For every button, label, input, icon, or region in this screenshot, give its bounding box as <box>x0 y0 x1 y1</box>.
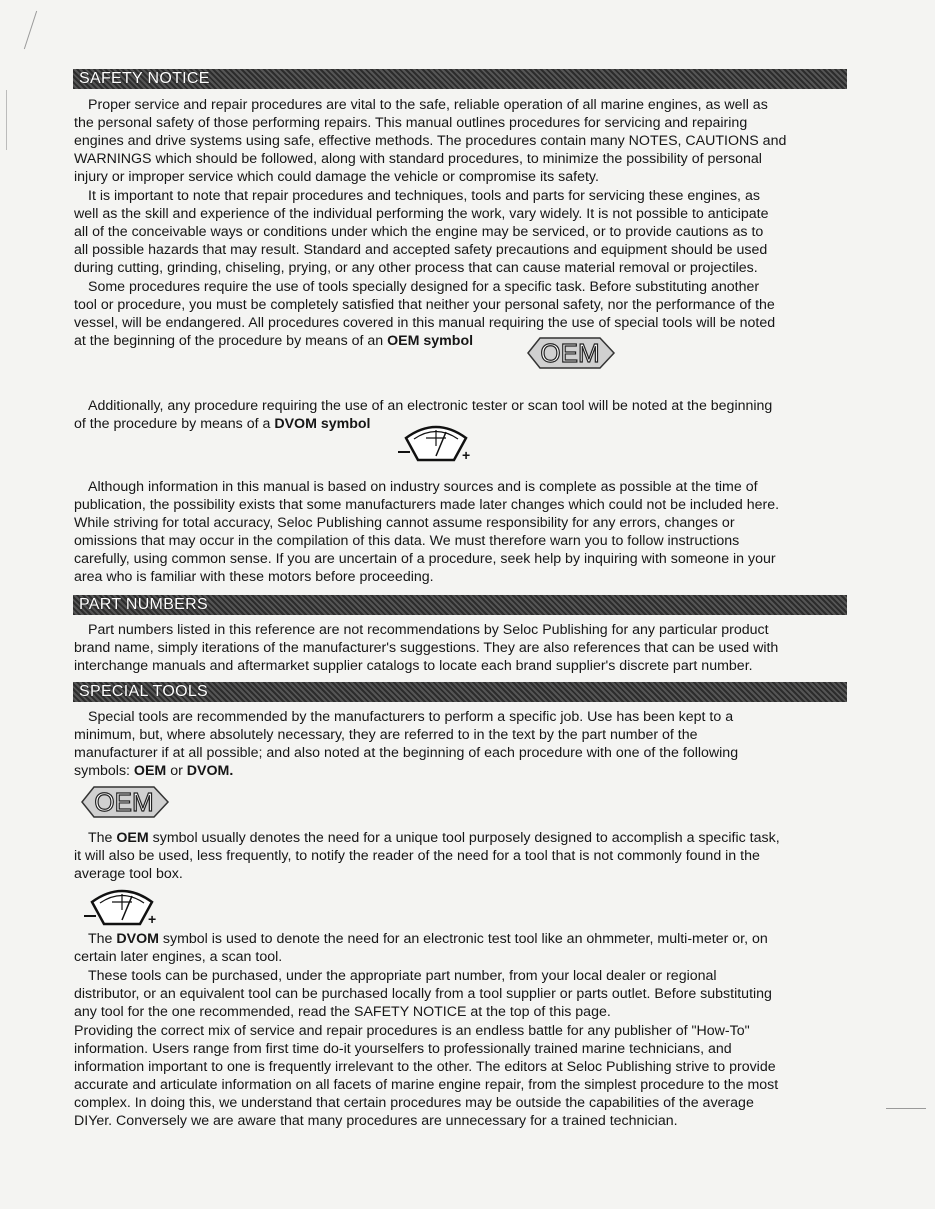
text-line <box>74 762 850 780</box>
scan-mark <box>6 90 7 150</box>
text-line: any tool for the one recommended, read the SAFETY NOTICE at the top of this page. <box>74 1004 611 1021</box>
text-line: Providing the correct mix of service and repair procedures is an endless battle for any publisher of "How-To" <box>74 1023 750 1039</box>
text-line: While striving for total accuracy, Seloc Publishing cannot assume responsibility for any errors, changes or <box>74 515 735 532</box>
text-line: omissions that may occur in the compilation of this data. We must therefore warn you to follow instructions <box>74 533 740 550</box>
section-bar-special-tools <box>73 682 847 702</box>
scan-mark <box>886 1108 926 1109</box>
text-line: Some procedures require the use of tools specially designed for a specific task. Before substituting another <box>88 279 760 295</box>
text-line: accurate and articulate information on all facets of marine engine repair, from the simplest procedure to the most <box>74 1077 779 1094</box>
text-line: WARNINGS which should be followed, along with standard procedures, to minimize the possibility of personal <box>74 151 762 168</box>
text-line: Special tools are recommended by the manufacturers to perform a specific job. Use has been kept to a <box>88 709 734 725</box>
text-span: The <box>88 830 117 846</box>
oem-icon <box>76 783 172 826</box>
dvom-term: DVOM. <box>186 763 234 780</box>
oem-icon <box>522 334 618 377</box>
section-heading: SAFETY NOTICE <box>79 70 210 87</box>
text-span: symbols: <box>74 763 134 780</box>
text-line: Although information in this manual is based on industry sources and is complete as possible at the time of <box>88 479 758 495</box>
text-line: interchange manuals and aftermarket supplier catalogs to locate each brand supplier's discrete part number. <box>74 658 753 675</box>
section-heading: PART NUMBERS <box>79 596 208 613</box>
section-bar-safety-notice <box>73 69 847 89</box>
text-line: the personal safety of those performing repairs. This manual outlines procedures for servicing and repairing <box>74 115 748 132</box>
text-line: information important to one is frequently irrelevant to the other. The editors at Seloc Publishing strive to provide <box>74 1059 776 1076</box>
oem-term: OEM <box>116 830 149 846</box>
text-line: information. Users range from first time do-it yourselfers to professionally trained marine technicians, and <box>74 1041 732 1058</box>
text-line: well as the skill and experience of the individual performing the work, vary widely. It is not possible to anticipate <box>74 206 769 223</box>
safety-paragraph-2 <box>74 187 850 277</box>
text-line <box>74 332 850 350</box>
text-span: symbol is used to denote the need for an electronic test tool like an ohmmeter, multi-meter or, on <box>158 931 768 947</box>
text-line: Additionally, any procedure requiring the use of an electronic tester or scan tool will be noted at the beginning <box>88 398 773 414</box>
text-line: complex. In doing this, we understand that certain procedures may be outside the capabilities of the average <box>74 1095 754 1112</box>
text-line: manufacturer if at all possible; and also noted at the beginning of each procedure with one of the following <box>74 745 739 762</box>
dvom-symbol-label: DVOM symbol <box>274 416 371 433</box>
special-tools-paragraph-3 <box>74 930 850 966</box>
text-line: tool or procedure, you must be completely satisfied that neither your personal safety, nor the performance of the <box>74 297 775 314</box>
dvom-term: DVOM <box>116 931 159 947</box>
text-line: It is important to note that repair procedures and techniques, tools and parts for servicing these engines, as <box>88 188 760 204</box>
special-tools-paragraph-1 <box>74 708 850 780</box>
safety-paragraph-5 <box>74 478 850 587</box>
section-bar-part-numbers <box>73 595 847 615</box>
part-numbers-paragraph <box>74 621 850 675</box>
plus-glyph: + <box>148 911 157 927</box>
special-tools-paragraph-5 <box>74 1022 850 1131</box>
text-span: at the beginning of the procedure by means of an <box>74 333 388 350</box>
text-line: during cutting, grinding, chiseling, prying, or any other process that can cause material removal or projectiles. <box>74 260 758 277</box>
oem-icon-text: OEM <box>94 787 154 817</box>
text-span: symbol usually denotes the need for a unique tool purposely designed to accomplish a specific task, <box>148 830 780 846</box>
text-line <box>74 829 850 847</box>
plus-glyph: + <box>462 447 471 463</box>
text-line <box>74 930 850 948</box>
text-line: it will also be used, less frequently, to notify the reader of the need for a tool that is not commonly found in the <box>74 848 760 865</box>
text-line: all of the conceivable ways or conditions under which the engine may be serviced, or to provide cautions as to <box>74 224 764 241</box>
dvom-meter-icon <box>396 416 480 471</box>
safety-paragraph-1 <box>74 96 850 186</box>
text-line: area who is familiar with these motors before proceeding. <box>74 569 434 586</box>
oem-symbol-label: OEM symbol <box>387 333 474 350</box>
text-span: or <box>166 763 187 780</box>
text-line: publication, the possibility exists that some manufacturers made later changes which could not be included here. <box>74 497 780 514</box>
scan-mark <box>24 11 37 49</box>
dvom-meter-icon <box>82 880 166 935</box>
text-line: all possible hazards that may result. Standard and accepted safety precautions and equipment should be used <box>74 242 768 259</box>
text-line: carefully, using common sense. If you are uncertain of a procedure, seek help by inquiring with someone in your <box>74 551 776 568</box>
section-heading: SPECIAL TOOLS <box>79 683 208 700</box>
text-line: minimum, but, where absolutely necessary, they are referred to in the text by the part number of the <box>74 727 698 744</box>
text-line: Part numbers listed in this reference are not recommendations by Seloc Publishing for any particular product <box>88 622 769 638</box>
text-span: of the procedure by means of a <box>74 416 275 433</box>
text-line: distributor, or an equivalent tool can be purchased locally from a tool supplier or parts outlet. Before substituting <box>74 986 772 1003</box>
text-line: These tools can be purchased, under the appropriate part number, from your local dealer or regional <box>88 968 717 984</box>
oem-term: OEM <box>133 763 167 780</box>
text-span: The <box>88 931 117 947</box>
special-tools-paragraph-4 <box>74 967 850 1021</box>
text-line: engines and drive systems using safe, effective methods. The procedures contain many NOTES, CAUTIONS and <box>74 133 787 150</box>
text-line: certain later engines, a scan tool. <box>74 949 283 966</box>
text-line: DIYer. Conversely we are aware that many procedures are unnecessary for a trained technician. <box>74 1113 678 1130</box>
oem-icon-text: OEM <box>540 338 600 368</box>
text-line: Proper service and repair procedures are vital to the safe, reliable operation of all marine engines, as well as <box>88 97 768 113</box>
special-tools-paragraph-2 <box>74 829 850 883</box>
text-line: brand name, simply iterations of the manufacturer's suggestions. They are also references that can be used with <box>74 640 779 657</box>
text-line: vessel, will be endangered. All procedures covered in this manual requiring the use of special tools will be noted <box>74 315 776 332</box>
text-line: average tool box. <box>74 866 183 883</box>
safety-paragraph-3 <box>74 278 850 350</box>
text-line: injury or improper service which could damage the vehicle or compromise its safety. <box>74 169 599 186</box>
